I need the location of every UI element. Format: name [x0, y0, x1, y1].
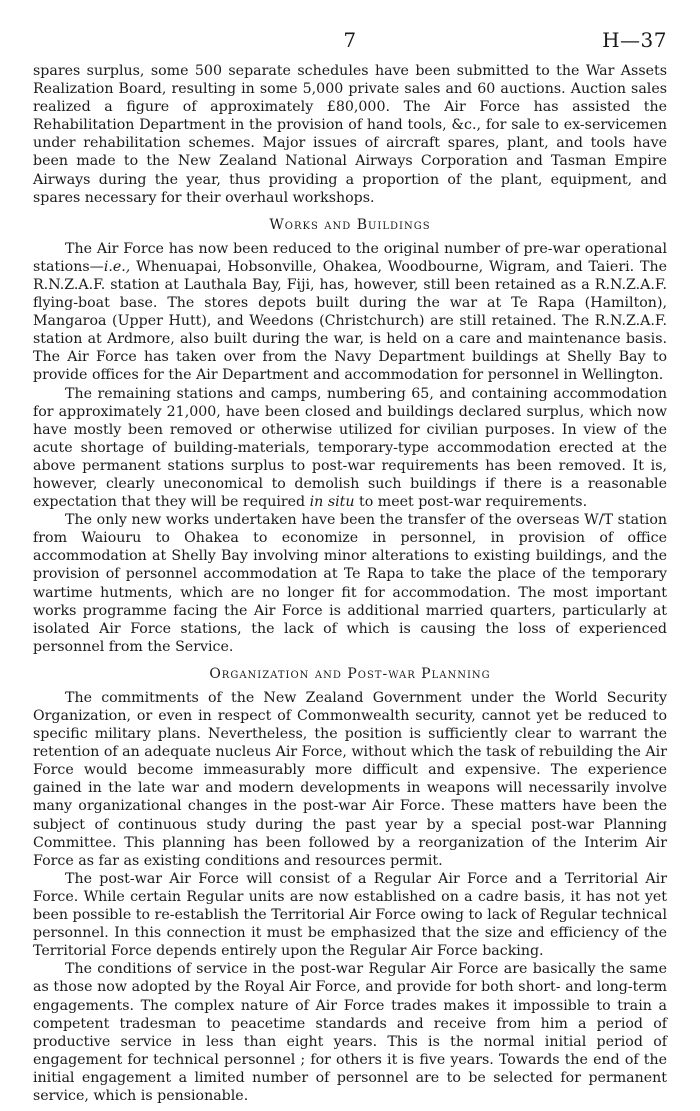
works-p1-text: The Air Force has now been reduced to the original number of pre-war operational stations—: [33, 240, 667, 275]
page-header: [33, 0, 667, 62]
document-code: H—37: [602, 28, 667, 52]
works-p2-rest: to meet post-war requirements.: [354, 494, 588, 511]
works-p2-text: The remaining stations and camps, numbering 65, and containing accommodation for approximately 21,000, have been closed and buildings declared surplus, which now have mostly been removed or otherwise utilized for civilian purposes. In view of the acute shortage of building-materials, temporary-type accommodation erected at the above permanent stations surplus to post-war requirements has been removed. It is, however, clearly uneconomical to demolish such buildings if there is a reasonable expectation that they will be required: [33, 385, 667, 511]
intro-paragraph: spares surplus, some 500 separate schedules have been submitted to the War Assets Realization Board, resulting in some 5,000 private sales and 60 auctions. Auction sales realized a figure of approximately £80,000. The Air Force has assisted the Rehabilitation Department in the provision of hand tools, &c., for sale to ex-servicemen under rehabilitation schemes. Major issues of aircraft spares, plant, and tools have been made to the New Zealand National Airways Corporation and Tasman Empire Airways during the year, thus providing a proportion of the plant, equipment, and spares necessary for their overhaul workshops.: [33, 63, 667, 206]
works-p1-italic: i.e.,: [103, 258, 131, 275]
org-paragraph-2: The post-war Air Force will consist of a Regular Air Force and a Territorial Air Force. While certain Regular units are now established on a cadre basis, it has not yet been possible to re-establish the Territorial Air Force owing to lack of Regular technical personnel. In this connection it must be emphasized that the size and efficiency of the Territorial Force depends entirely upon the Regular Air Force backing.: [33, 870, 667, 960]
works-paragraph-2: [33, 385, 667, 512]
works-paragraph-1: [33, 240, 667, 385]
document-page: [33, 0, 667, 1105]
org-paragraph-3: The conditions of service in the post-war Regular Air Force are basically the same as those now adopted by the Royal Air Force, and provide for both short- and long-term engagements. The complex nature of Air Force trades makes it impossible to train a competent tradesman to peacetime standards and receive from him a period of productive service in less than eight years. This is the normal initial period of engagement for technical personnel ; for others it is five years. Towards the end of the initial engagement a limited number of personnel are to be selected for permanent service, which is pensionable.: [33, 961, 667, 1104]
section-heading-organization: Organization and Post-war Planning: [209, 665, 491, 682]
works-p2-italic: in situ: [309, 494, 355, 511]
org-paragraph-1: The commitments of the New Zealand Government under the World Security Organization, or even in respect of Commonwealth security, cannot yet be reduced to specific military plans. Nevertheless, the position is sufficiently clear to warrant the retention of an adequate nucleus Air Force, without which the task of rebuilding the Air Force would become immeasurably more difficult and expensive. The experience gained in the late war and modern developments in weapons will necessarily involve many organizational changes in the post-war Air Force. These matters have been the subject of continuous study during the past year by a special post-war Planning Committee. This planning has been followed by a reorganization of the Interim Air Force as far as existing conditions and resources permit.: [33, 689, 667, 869]
works-paragraph-3: The only new works undertaken have been the transfer of the overseas W/T station from Waiouru to Ohakea to economize in personnel, in provision of office accommodation at Shelly Bay involving minor alterations to existing buildings, and the provision of personnel accommodation at Te Rapa to take the place of the temporary wartime hutments, which are no longer fit for accommodation. The most important works programme facing the Air Force is additional married quarters, particularly at isolated Air Force stations, the lack of which is causing the loss of experienced personnel from the Service.: [33, 512, 667, 655]
section-heading-works: Works and Buildings: [269, 216, 431, 233]
page-number: 7: [343, 28, 357, 52]
works-p1-rest: Whenuapai, Hobsonville, Ohakea, Woodbourne, Wigram, and Taieri. The R.N.Z.A.F. station at Lauthala Bay, Fiji, has, however, still been retained as a R.N.Z.A.F. flying-boat base. The stores depots built during the war at Te Rapa (Hamilton), Mangaroa (Upper Hutt), and Weedons (Christchurch) are still retained. The R.N.Z.A.F. station at Ardmore, also built during the war, is held on a care and maintenance basis. The Air Force has taken over from the Navy Department buildings at Shelly Bay to provide offices for the Air Department and accommodation for personnel in Wellington.: [33, 258, 667, 384]
